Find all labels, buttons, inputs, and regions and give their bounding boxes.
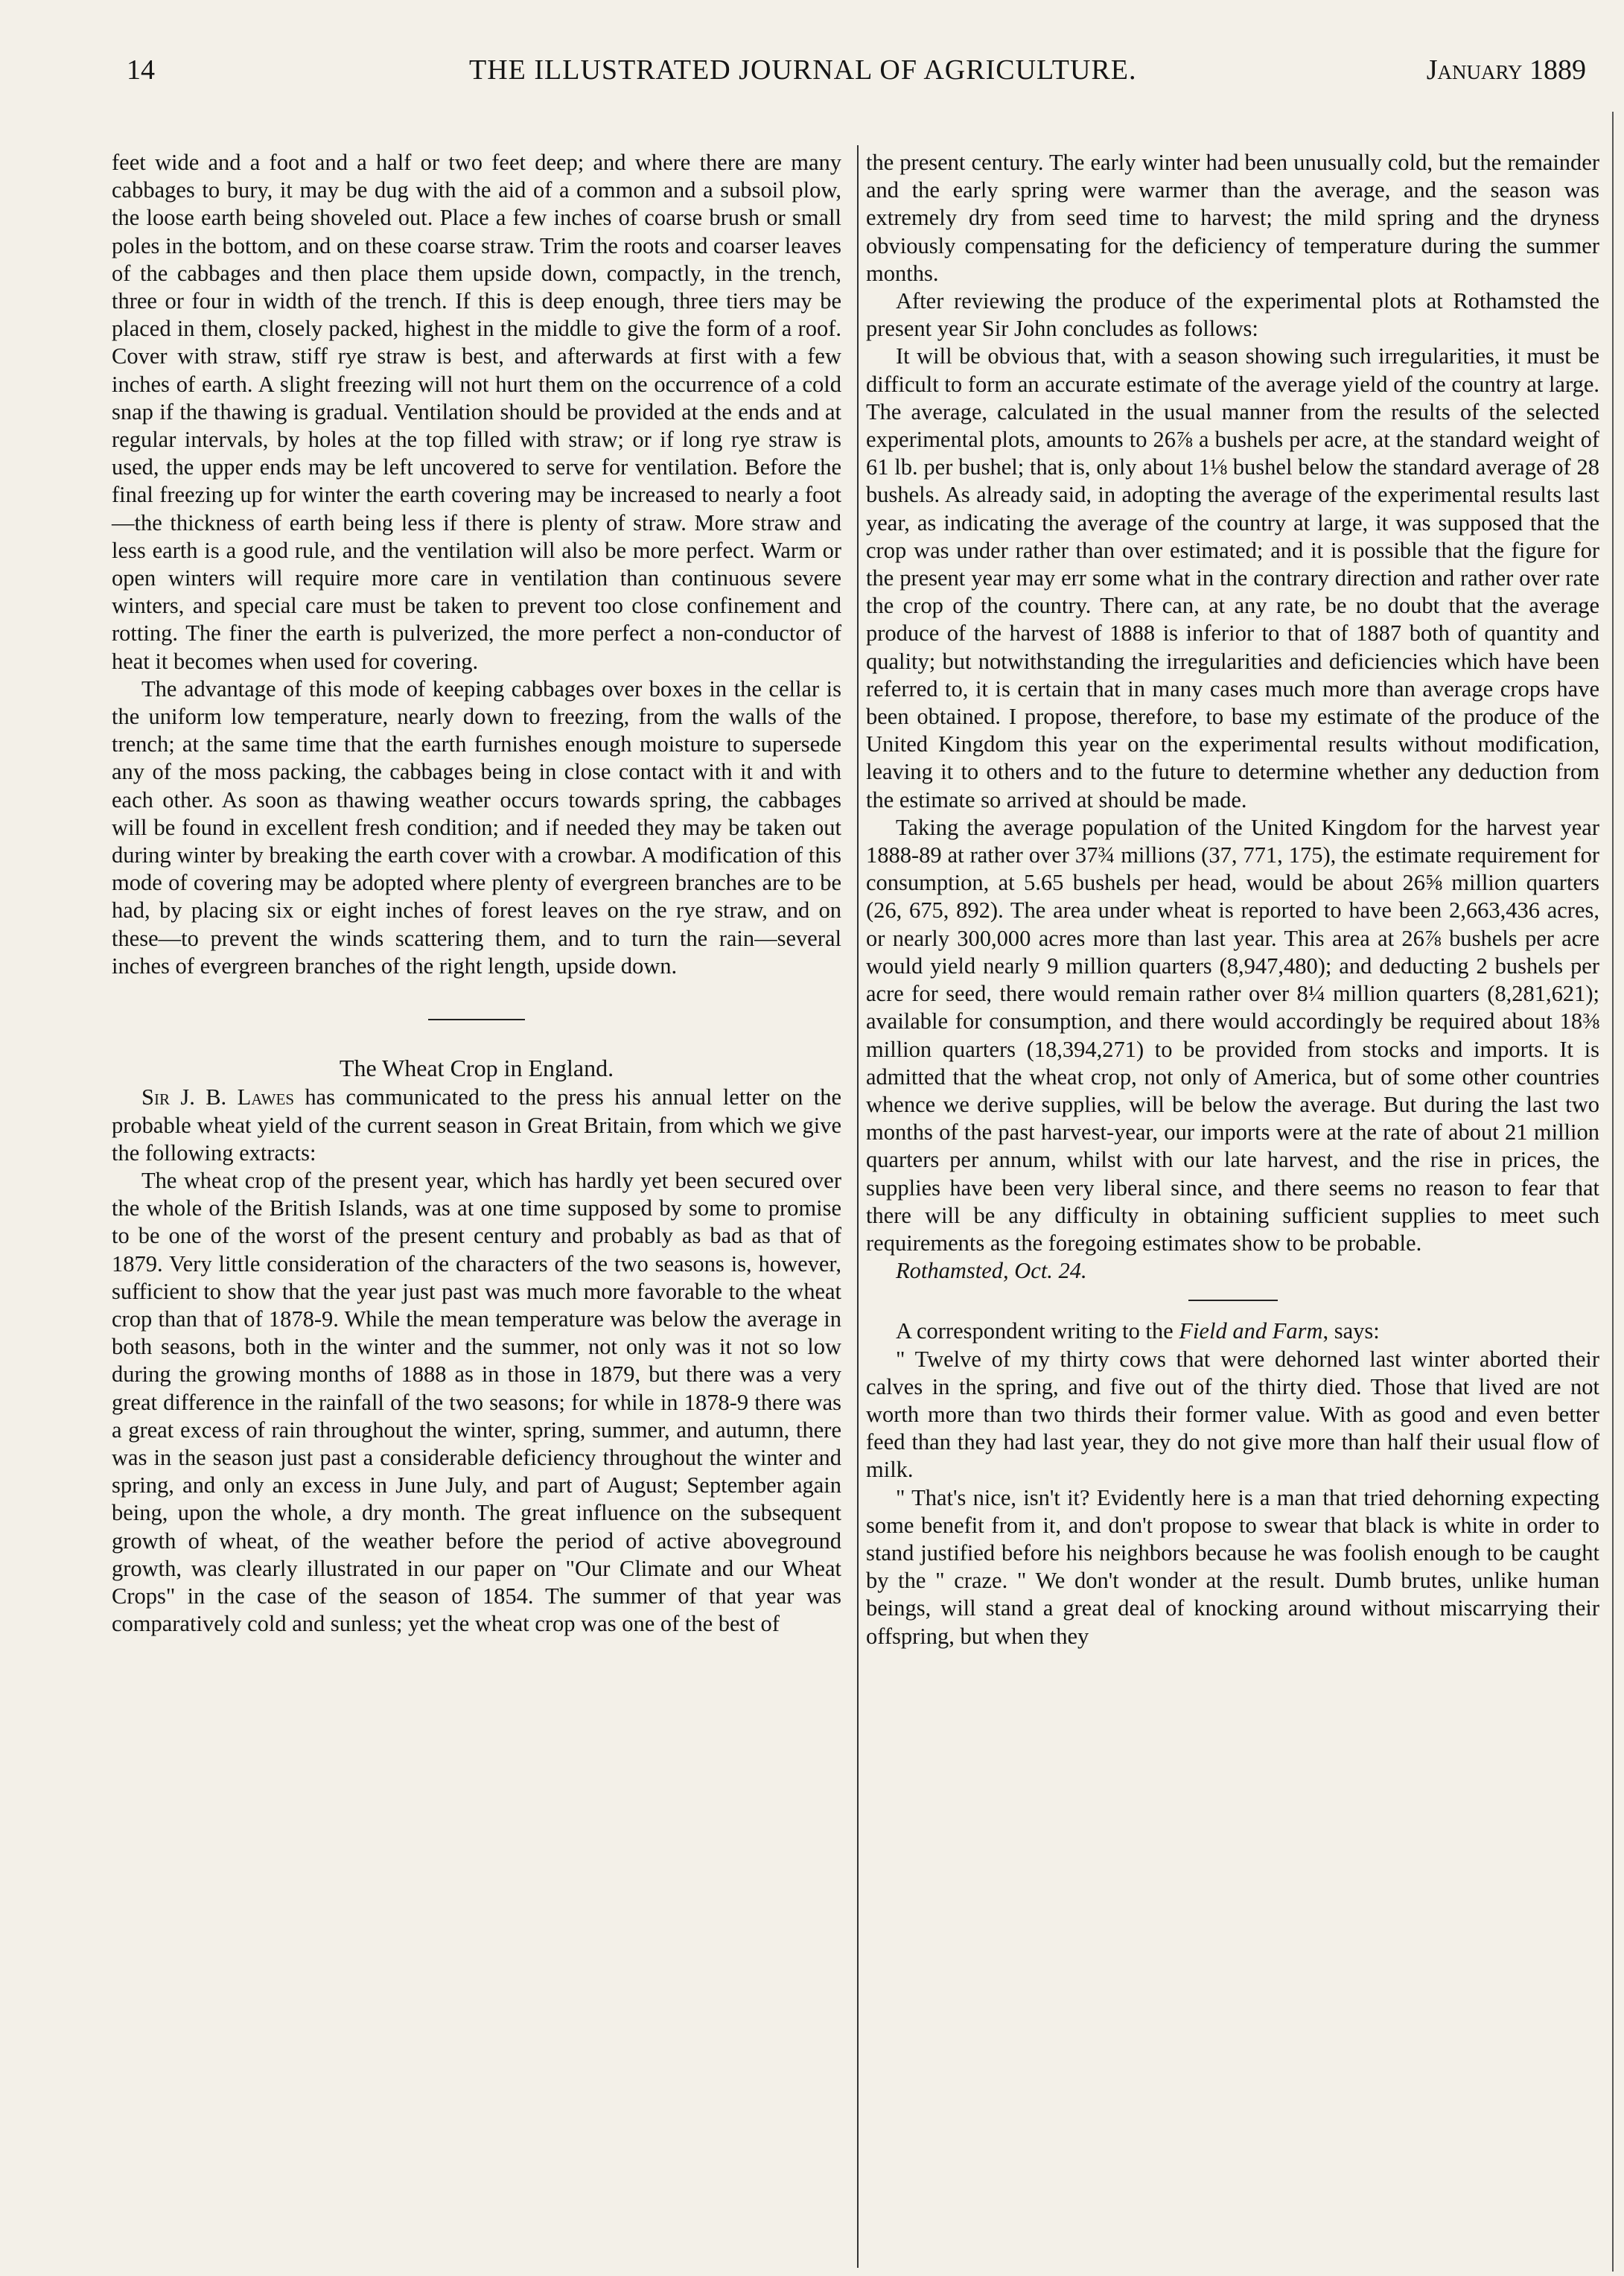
lawes-intro-text: has communicated to the press his annual letter on the probable wheat yield of the current season in Great Britain, from which we give the following extracts: bbox=[112, 1084, 841, 1166]
page-header bbox=[112, 54, 1593, 98]
right-column bbox=[866, 149, 1599, 1650]
section-separator-2 bbox=[1188, 1300, 1278, 1301]
wheat-paragraph-2: After reviewing the produce of the experimental plots at Rothamsted the present year Sir John concludes as follows: bbox=[866, 288, 1599, 342]
wheat-crop-heading: The Wheat Crop in England. bbox=[339, 1055, 614, 1082]
left-column bbox=[112, 149, 841, 1638]
wheat-paragraph-3: It will be obvious that, with a season showing such irregularities, it must be difficult to form an accurate estimate of the average yield of the country at large. The average, calculated in the usual manner from the results of the selected experimental plots, amounts to 26⅞ a bushels per acre, at the standard weight of 61 lb. per bushel; that is, only about 1⅛ bushel below the standard average of 28 bushels. As already said, in adopting the average of the experimental results last year, as indicating the average of the country at large, it was supposed that the crop was under rather than over estimated; and it is possible that the figure for the present year may err some what in the contrary direction and rather over rate the crop of the country. There can, at any rate, be no doubt that the average produce of the harvest of 1888 is inferior to that of 1887 both of quantity and quality; but notwithstanding the irregularities and deficiencies which have been referred to, it is certain that in many cases much more than average crops have been obtained. I propose, therefore, to base my estimate of the produce of the United Kingdom this year on the experimental results without modification, leaving it to others and to the future to determine whether any deduction from the estimate so arrived at should be made. bbox=[866, 343, 1599, 813]
author-name: Sir J. B. Lawes bbox=[141, 1084, 295, 1110]
column-divider bbox=[857, 145, 859, 2268]
lawes-intro-paragraph bbox=[112, 1084, 841, 1167]
wheat-paragraph-1: The wheat crop of the present year, which has hardly yet been secured over the whole of the British Islands, was at one time supposed by some to promise to be one of the worst of the present century and probably as bad as that of 1879. Very little consideration of the characters of the two seasons is, however, sufficient to show that the year just past was much more favorable to the wheat crop than that of 1878-9. While the mean temperature was below the average in both seasons, both in the winter and the summer, not only was it not so low during the growing months of 1888 as in those in 1879, but there was a very great difference in the rainfall of the two seasons; for while in 1878-9 there was a great excess of rain throughout the winter, spring, summer, and autumn, there was in the season just past a considerable deficiency throughout the winter and spring, and only an excess in June July, and part of August; September again being, upon the whole, a dry month. The great influence on the subsequent growth of wheat, of the weather before the period of active aboveground growth, was clearly illustrated in our paper on "Our Climate and our Wheat Crops" in the case of the season of 1854. The summer of that year was comparatively cold and sunless; yet the wheat crop was one of the best of bbox=[112, 1167, 841, 1637]
correspondent-intro-text: A correspondent writing to the bbox=[896, 1318, 1179, 1344]
cabbage-paragraph-1: feet wide and a foot and a half or two feet deep; and where there are many cabbages to bury, it may be dug with the aid of a common and a subsoil plow, the loose earth being shoveled out. Place a few inches of coarse brush or small poles in the bottom, and on these coarse straw. Trim the roots and coarser leaves of the cabbages and then place them upside down, compactly, in the trench, three or four in width of the trench. If this is deep enough, three tiers may be placed in them, closely packed, highest in the middle to give the form of a roof. Cover with straw, stiff rye straw is best, and afterwards at first with a few inches of earth. A slight freezing will not hurt them on the occurrence of a cold snap if the thawing is gradual. Ventilation should be provided at the ends and at regular intervals, by holes at the top filled with straw; or if long rye straw is used, the upper ends may be left uncovered to serve for ventilation. Before the final freezing up for winter the earth covering may be increased to nearly a foot—the thickness of earth being less if there is plenty of straw. More straw and less earth is a good rule, and the ventilation will also be more perfect. Warm or open winters will require more care in ventilation than continuous severe winters, and special care must be taken to prevent too close confinement and rotting. The finer the earth is pulverized, the more perfect a non-conductor of heat it becomes when used for covering. bbox=[112, 150, 841, 674]
dehorning-paragraph-1: " Twelve of my thirty cows that were dehorned last winter aborted their calves in the spring, and five out of the thirty died. Those that lived are not worth more than two thirds their former value. With as good and even better feed than they had last year, they do not give more than half their usual flow of milk. bbox=[866, 1346, 1599, 1483]
signoff-line: Rothamsted, Oct. 24. bbox=[896, 1258, 1087, 1284]
issue-date: January 1889 bbox=[1426, 54, 1586, 86]
page-edge-rule bbox=[1612, 112, 1614, 2272]
correspondent-intro-end: , says: bbox=[1322, 1318, 1380, 1344]
wheat-paragraph-4: Taking the average population of the United Kingdom for the harvest year 1888-89 at rather over 37¾ millions (37, 771, 175), the estimate requirement for consumption, at 5.65 bushels per head, would be about 26⅝ million quarters (26, 675, 892). The area under wheat is reported to have been 2,663,436 acres, or nearly 300,000 acres more than last year. This area at 26⅞ bushels per acre would yield nearly 9 million quarters (8,947,480); and deducting 2 bushels per acre for seed, there would remain rather over 8¼ million quarters (8,281,621); available for consumption, and there would accordingly be required about 18⅜ million quarters (18,394,271) to be provided from stocks and imports. It is admitted that the wheat crop, not only of America, but of some other countries whence we derive supplies, will be below the average. But during the last two months of the past harvest-year, our imports were at the rate of about 21 million quarters per annum, whilst with our late harvest, and the rise in prices, the supplies have been very liberal since, and there seems no reason to fear that there will be any difficulty in obtaining sufficient supplies to meet such requirements as the foregoing estimates show to be probable. bbox=[866, 814, 1599, 1256]
cabbage-paragraph-2: The advantage of this mode of keeping cabbages over boxes in the cellar is the uniform low temperature, nearly down to freezing, from the walls of the trench; at the same time that the earth furnishes enough moisture to supersede any of the moss packing, the cabbages being in close contact with it and with each other. As soon as thawing weather occurs towards spring, the cabbages will be found in excellent fresh condition; and if needed they may be taken out during winter by breaking the earth cover with a crowbar. A modification of this mode of covering may be adopted where plenty of evergreen branches are to be had, by placing six or eight inches of forest leaves on the rye straw, and on these—to prevent the winds scattering them, and to turn the rain—several inches of evergreen branches of the right length, upside down. bbox=[112, 676, 841, 979]
wheat-paragraph-continued: the present century. The early winter had been unusually cold, but the remainder and the early spring were warmer than the average, and the season was extremely dry from seed time to harvest; the mild spring and the dryness obviously compensating for the deficiency of temperature during the summer months. bbox=[866, 150, 1599, 286]
page-number: 14 bbox=[127, 54, 155, 86]
journal-title: THE ILLUSTRATED JOURNAL OF AGRICULTURE. bbox=[469, 54, 1137, 86]
correspondent-intro bbox=[866, 1317, 1599, 1345]
dehorning-paragraph-2: " That's nice, isn't it? Evidently here is a man that tried dehorning expecting some benefit from it, and don't propose to swear that black is white in order to stand justified before his neighbors because he was foolish enough to be caught by the " craze. " We don't wonder at the result. Dumb brutes, unlike human beings, will stand a great deal of knocking around without miscarrying their offspring, but when they bbox=[866, 1484, 1599, 1649]
publication-name: Field and Farm bbox=[1179, 1318, 1323, 1344]
section-separator bbox=[428, 1019, 525, 1020]
